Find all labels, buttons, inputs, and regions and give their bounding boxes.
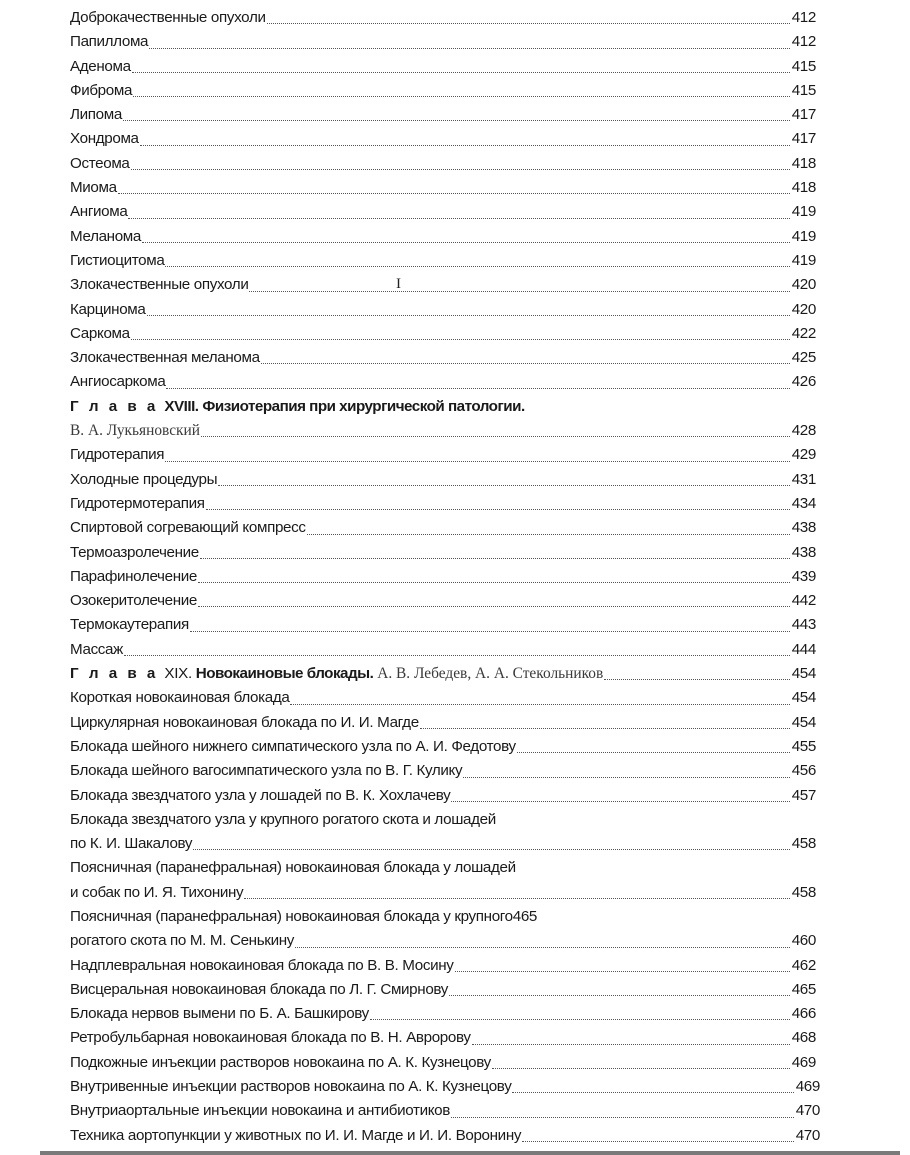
dot-leader [206, 492, 790, 516]
toc-entry[interactable] [70, 298, 816, 322]
toc-entry[interactable] [70, 468, 816, 492]
dot-leader [198, 565, 790, 589]
toc-entry[interactable] [70, 176, 816, 200]
dot-leader [166, 370, 790, 394]
toc-entry-page: 415 [791, 81, 816, 99]
toc-entry-title: по К. И. Шакалову [70, 835, 193, 853]
toc-entry-title: Хондрома [70, 130, 139, 148]
chapter-author: В. А. Лукьяновский [70, 422, 200, 440]
toc-entry-title: Холодные процедуры [70, 470, 218, 488]
toc-entry-title: Папиллома [70, 33, 149, 51]
toc-entry-page: 419 [791, 203, 816, 221]
dot-leader [147, 298, 791, 322]
toc-entry-page: 469 [795, 1078, 820, 1096]
toc-entry-title: Техника аортопункции у животных по И. И. Магде и И. И. Воронину [70, 1126, 522, 1144]
dot-leader [370, 1002, 790, 1026]
dot-leader [455, 954, 791, 978]
toc-entry-title: Спиртовой согревающий компресс [70, 519, 306, 537]
toc-entry-title: Ангиома [70, 203, 128, 221]
toc-entry[interactable] [70, 6, 816, 30]
dot-leader [201, 419, 790, 443]
toc-entry[interactable] [70, 638, 816, 662]
toc-entry-title: Внутривенные инъекции растворов новокаина по А. К. Кузнецову [70, 1078, 512, 1096]
toc-entry-title: Термокаутерапия [70, 616, 189, 634]
toc-entry-title: Циркулярная новокаиновая блокада по И. И. Магде [70, 713, 419, 731]
toc-entry-page: 434 [791, 494, 816, 512]
toc-entry-page: 465 [791, 980, 816, 998]
toc-entry-page: 470 [795, 1126, 820, 1144]
toc-entry-page: 418 [791, 154, 816, 172]
toc-entry-page: 468 [791, 1029, 816, 1047]
dot-leader [190, 613, 790, 637]
dot-leader [118, 176, 790, 200]
dot-leader [463, 759, 790, 783]
toc-entry-page: 458 [791, 883, 816, 901]
toc-entry[interactable] [70, 1099, 820, 1123]
toc-entry-page: 415 [791, 57, 816, 75]
toc-entry-title: Ангиосаркома [70, 373, 166, 391]
toc-entry-page: 438 [791, 519, 816, 537]
toc-entry[interactable] [70, 832, 816, 856]
toc-entry-page: 457 [791, 786, 816, 804]
toc-entry-page: 417 [791, 130, 816, 148]
dot-leader [131, 152, 790, 176]
toc-entry-page: 439 [791, 567, 816, 585]
chapter-title: Новокаиновые блокады. [195, 665, 374, 683]
toc-entry[interactable] [70, 954, 816, 978]
toc-entry-page: 412 [791, 9, 816, 26]
toc-entry-title: Гистиоцитома [70, 251, 165, 269]
page-bottom-edge [40, 1151, 900, 1155]
toc-entry[interactable] [70, 443, 816, 467]
dot-leader [198, 589, 790, 613]
toc-entry-title: Висцеральная новокаиновая блокада по Л. Г. Смирнову [70, 980, 449, 998]
dot-leader [128, 200, 790, 224]
toc-entry-title: Блокада нервов вымени по Б. А. Башкирову [70, 1005, 369, 1023]
toc-entry-page: 455 [791, 737, 816, 755]
toc-entry[interactable] [70, 516, 816, 540]
toc-entry-page: 420 [791, 276, 816, 294]
toc-entry-title: Внутриаортальные инъекции новокаина и антибиотиков [70, 1102, 451, 1120]
dot-leader [451, 1099, 794, 1123]
chapter-label: Г л а в а [70, 397, 159, 415]
toc-entry-page: 438 [791, 543, 816, 561]
toc-entry-title: Саркома [70, 324, 130, 342]
toc-entry[interactable] [70, 1026, 816, 1050]
chapter-title: Физиотерапия при хирургической патологии. [202, 397, 525, 415]
toc-entry[interactable] [70, 30, 816, 54]
table-of-contents [70, 6, 820, 1148]
toc-entry-page: 469 [791, 1053, 816, 1071]
toc-entry-page: 470 [795, 1102, 820, 1120]
toc-entry-page: 429 [791, 446, 816, 464]
toc-entry-title: и собак по И. Я. Тихонину [70, 883, 244, 901]
dot-leader [165, 249, 790, 273]
chapter-number: XVIII. [164, 397, 199, 415]
dot-leader [142, 225, 790, 249]
toc-entry[interactable] [70, 1075, 820, 1099]
dot-leader [200, 541, 790, 565]
dot-leader [133, 79, 790, 103]
toc-entry-page: 443 [791, 616, 816, 634]
toc-entry[interactable] [70, 79, 816, 103]
dot-leader [149, 30, 790, 54]
dot-leader [492, 1051, 790, 1075]
toc-entry-page: 458 [791, 835, 816, 853]
toc-entry-first-line[interactable] [70, 808, 816, 832]
toc-entry-title: Злокачественные опухоли [70, 276, 249, 294]
toc-entry-title: Подкожные инъекции растворов новокаина по А. К. Кузнецову [70, 1053, 491, 1071]
toc-entry-title: Блокада звездчатого узла у лошадей по В. К. Хохлачеву [70, 786, 451, 804]
toc-entry[interactable] [70, 1051, 816, 1075]
toc-entry-title: Ретробульбарная новокаиновая блокада по В. Н. Авророву [70, 1029, 471, 1047]
toc-entry-page: 462 [791, 956, 816, 974]
toc-entry-page: 456 [791, 762, 816, 780]
toc-entry-page: 466 [791, 1005, 816, 1023]
toc-entry-title: Массаж [70, 640, 123, 658]
dot-leader [249, 273, 790, 297]
toc-entry[interactable] [70, 759, 816, 783]
dot-leader [449, 978, 790, 1002]
toc-entry[interactable] [70, 565, 816, 589]
toc-entry[interactable] [70, 978, 816, 1002]
toc-entry-title: Термоазролечение [70, 543, 199, 561]
toc-entry-title: Поясничная (паранефральная) новокаиновая блокада у лошадей [70, 859, 516, 877]
toc-entry[interactable] [70, 929, 816, 953]
toc-entry-page: 442 [791, 592, 816, 610]
toc-entry[interactable] [70, 784, 816, 808]
toc-entry-title: Короткая новокаиновая блокада [70, 689, 290, 707]
dot-leader [218, 468, 790, 492]
chapter-heading-xviii[interactable] [70, 395, 816, 419]
toc-entry-title: Парафинолечение [70, 567, 197, 585]
toc-entry-first-line[interactable] [70, 905, 816, 929]
chapter-number: XIX. [164, 665, 192, 683]
toc-entry-title: Блокада шейного вагосимпатического узла по В. Г. Кулику [70, 762, 463, 780]
toc-entry[interactable] [70, 127, 816, 151]
dot-leader [451, 784, 790, 808]
toc-entry[interactable] [70, 103, 816, 127]
toc-entry-title: Липома [70, 106, 122, 124]
dot-leader [261, 346, 790, 370]
dot-leader [140, 127, 790, 151]
chapter-heading-text [70, 662, 603, 686]
toc-entry[interactable] [70, 1002, 816, 1026]
dot-leader [165, 443, 790, 467]
dot-leader [131, 322, 790, 346]
chapter-heading-xix[interactable] [70, 662, 816, 686]
toc-entry-title: Блокада шейного нижнего симпатического узла по А. И. Федотову [70, 737, 516, 755]
toc-entry[interactable] [70, 225, 816, 249]
toc-entry-page: 422 [791, 324, 816, 342]
toc-entry[interactable] [70, 152, 816, 176]
toc-entry-title: Гидротермотерапия [70, 494, 205, 512]
dot-leader [307, 516, 790, 540]
dot-leader [132, 55, 790, 79]
toc-entry-title: Поясничная (паранефральная) новокаиновая блокада у крупного465 [70, 907, 538, 925]
dot-leader [267, 6, 790, 30]
toc-entry[interactable] [70, 589, 816, 613]
chapter-label: Г л а в а [70, 665, 159, 683]
toc-entry[interactable] [70, 613, 816, 637]
toc-entry[interactable] [70, 55, 816, 79]
toc-entry-title: Миома [70, 179, 117, 197]
dot-leader [472, 1026, 790, 1050]
toc-entry-page: 418 [791, 179, 816, 197]
toc-entry[interactable] [70, 273, 816, 297]
toc-entry[interactable] [70, 1124, 820, 1148]
dot-leader [290, 686, 790, 710]
dot-leader [295, 929, 790, 953]
toc-entry-title: Остеома [70, 154, 130, 172]
toc-entry-first-line[interactable] [70, 856, 816, 880]
toc-entry-page: 460 [791, 932, 816, 950]
toc-entry-page: 419 [791, 251, 816, 269]
toc-entry-page: 444 [791, 640, 816, 658]
toc-entry-page: 420 [791, 300, 816, 318]
toc-entry[interactable] [70, 370, 816, 394]
toc-entry[interactable] [70, 492, 816, 516]
toc-entry-title: Гидротерапия [70, 446, 165, 464]
chapter-author: А. В. Лебедев, А. А. Стекольников [377, 665, 604, 683]
toc-entry-page: 412 [791, 33, 816, 51]
toc-entry-page: 431 [791, 470, 816, 488]
toc-entry-page: 428 [791, 422, 816, 440]
dot-leader [193, 832, 790, 856]
dot-leader [604, 662, 790, 686]
toc-entry-page: 454 [791, 689, 816, 707]
toc-entry-title: Фиброма [70, 81, 133, 99]
toc-entry[interactable] [70, 541, 816, 565]
toc-entry-page: 417 [791, 106, 816, 124]
toc-entry-title: Озокеритолечение [70, 592, 198, 610]
toc-entry[interactable] [70, 686, 816, 710]
toc-entry[interactable] [70, 711, 816, 735]
toc-entry-title: Карцинома [70, 300, 146, 318]
dot-leader [512, 1075, 794, 1099]
toc-entry[interactable] [70, 249, 816, 273]
toc-entry[interactable] [70, 200, 816, 224]
toc-entry-title: Злокачественная меланома [70, 349, 260, 367]
toc-entry-title: Меланома [70, 227, 141, 245]
dot-leader [124, 638, 790, 662]
dot-leader [420, 711, 790, 735]
toc-entry-page: 454 [791, 665, 816, 683]
dot-leader [517, 735, 790, 759]
toc-entry-title: Аденома [70, 57, 131, 75]
dot-leader [123, 103, 790, 127]
toc-entry-title: рогатого скота по М. М. Сенькину [70, 932, 294, 950]
toc-entry[interactable] [70, 881, 816, 905]
toc-entry-title: Блокада звездчатого узла у крупного рогатого скота и лошадей [70, 810, 496, 828]
toc-entry-page: 419 [791, 227, 816, 245]
toc-entry-title: Доброкачественные опухоли [70, 9, 266, 26]
toc-entry-page: 425 [791, 349, 816, 367]
toc-entry-page: 426 [791, 373, 816, 391]
chapter-author-row[interactable] [70, 419, 816, 443]
toc-entry[interactable] [70, 735, 816, 759]
toc-entry[interactable] [70, 346, 816, 370]
dot-leader [244, 881, 790, 905]
dot-leader [522, 1124, 794, 1148]
toc-entry-page: 454 [791, 713, 816, 731]
toc-entry-title: Надплевральная новокаиновая блокада по В. В. Мосину [70, 956, 454, 974]
text-cursor-icon: I [396, 276, 401, 292]
toc-entry[interactable] [70, 322, 816, 346]
